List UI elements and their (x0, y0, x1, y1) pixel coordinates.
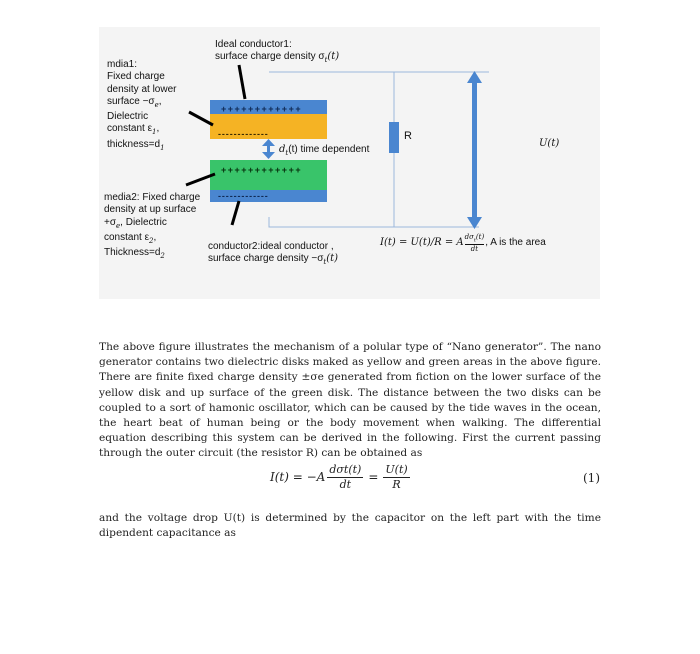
media1-line-text: mdia1: (107, 59, 138, 70)
media2-line-text: Thickness=d (104, 247, 161, 259)
media1-line-tail: , (158, 95, 162, 107)
equation-fraction-2-den: R (392, 477, 401, 491)
resistor (389, 122, 399, 153)
conductor2-title: conductor2:ideal conductor , (208, 241, 334, 252)
media1-line-text: thickness=d (107, 138, 161, 150)
gap-label-sub: t (285, 149, 289, 157)
media1-line (107, 111, 176, 123)
conductor1-density-text: surface charge density σ (215, 51, 325, 62)
media2-line (104, 232, 200, 247)
media1-label (107, 59, 176, 154)
media1-line (107, 84, 176, 96)
conductor1-density-tail: (t) (327, 51, 340, 62)
media2-line (104, 192, 200, 204)
gap-label-math: d (279, 144, 286, 155)
top-plus-charges: + + + + + + + + + + + + (221, 104, 301, 114)
media1-line-text: Dielectric (107, 111, 149, 123)
top-minus-charges: - - - - - - - - - - - - - (218, 129, 267, 139)
equation-fraction-2 (383, 463, 409, 492)
equation-equals: = (368, 470, 379, 484)
current-formula-den: dt (470, 245, 479, 254)
equation-lhs: I(t) = −A (270, 470, 326, 484)
conductor1-label (215, 39, 339, 66)
gap-label (279, 144, 369, 159)
media1-line-text: Fixed charge (107, 71, 165, 83)
equation-fraction-1-num: dσt(t) (329, 462, 362, 476)
current-formula-tail: , A is the area (485, 237, 546, 249)
conductor2-density-text: surface charge density −σ (208, 253, 324, 264)
equation-number: (1) (583, 471, 600, 485)
media1-line-text: constant ε (107, 123, 153, 135)
current-formula-lead: I(t) = U(t)/R = A (380, 237, 464, 249)
media2-line-text: density at up surface (104, 204, 197, 216)
nanogenerator-figure (99, 27, 600, 299)
media1-line-sub: 1 (152, 128, 157, 137)
current-formula-num-tail: (t) (475, 233, 485, 241)
media2-line-sub: 2 (149, 236, 154, 245)
media1-line (107, 71, 176, 83)
media2-line-text: media2: Fixed charge (104, 192, 201, 203)
conductor2-density (208, 253, 338, 268)
media2-line-sub: 2 (160, 252, 165, 261)
equation-fraction-2-num: U(t) (385, 462, 408, 476)
conductor2-density-sub: t (323, 258, 327, 266)
media1-line-text: surface −σ (107, 95, 155, 107)
media1-line-text: density at lower (107, 83, 177, 95)
media2-line-tail: , Dielectric (120, 216, 167, 228)
equation-1 (270, 460, 412, 494)
media1-line (107, 96, 176, 111)
equation-fraction-1-den: dt (339, 477, 352, 491)
bottom-plus-charges: + + + + + + + + + + + + (221, 165, 301, 175)
media2-line (104, 247, 200, 262)
voltage-label: U(t) (539, 138, 560, 149)
media2-line-sub: e (116, 221, 121, 230)
bottom-minus-charges: - - - - - - - - - - - - - (218, 191, 267, 201)
media2-line (104, 204, 200, 216)
conductor2-label (208, 241, 338, 268)
current-formula (380, 233, 546, 253)
media1-line-tail: , (156, 123, 160, 135)
current-formula-fraction (465, 233, 485, 253)
media2-line-text: constant ε (104, 231, 150, 243)
conductor1-title: Ideal conductor1: (215, 39, 292, 50)
media1-line (107, 59, 176, 71)
current-formula-num-text: dσ (464, 233, 474, 241)
equation-fraction-1 (327, 463, 363, 492)
media2-label (104, 192, 200, 262)
media2-line-tail: , (153, 231, 157, 243)
media2-line (104, 217, 200, 232)
media1-line-sub: 1 (160, 143, 165, 152)
body-paragraph: The above figure illustrates the mechanism of a polular type of “Nano generator”. The nano generator contains two dielectric disks maked as yellow and green areas in the above figure. There are finite fixed charge density ±σe generated from fiction on the lower surface of the yellow disk and up surface of the green disk. The distance between the two disks can be coupled to a sort of hamonic oscillator, which can be caused by the tide waves in the ocean, the heart beat of human being or the body movement when walking. The differential equation describing this system can be derived in the following. First the current passing through the outer circuit (the resistor R) can be obtained as (99, 341, 601, 460)
gap-label-tail: (t) time dependent (288, 144, 370, 155)
media2-line-text: +σ (104, 216, 117, 228)
media1-line (107, 139, 176, 154)
conductor1-density (215, 51, 339, 66)
conductor1-density-sub: t (324, 56, 328, 64)
conductor2-density-tail: (t) (326, 253, 339, 264)
after-paragraph: and the voltage drop U(t) is determined by the capacitor on the left part with the time dipendent capacitance as (99, 512, 601, 540)
resistor-label: R (404, 130, 412, 142)
current-formula-num (465, 233, 485, 245)
current-formula-num-sub: t (473, 237, 476, 244)
media1-line (107, 123, 176, 138)
media1-line-sub: e (154, 100, 159, 109)
